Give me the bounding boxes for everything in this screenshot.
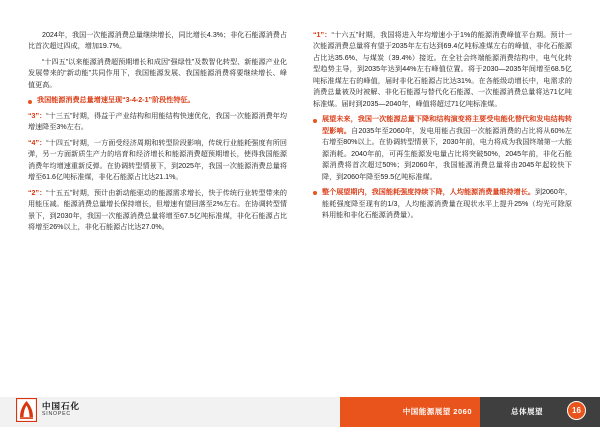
bullet-lead: 展望未来，我国一次能源总量下降和结构演变将主要受电能化替代和发电结构转型影响。 (322, 115, 572, 135)
paragraph-lead: “3”： (28, 111, 47, 120)
footer-report-title: 中国能源展望 2060 (402, 407, 472, 416)
page-footer (0, 379, 600, 427)
paragraph-lead: “2”： (28, 188, 47, 197)
bullet-item (313, 114, 572, 183)
paragraph (28, 111, 287, 134)
paragraph (28, 188, 287, 234)
logo-english-name: SINOPEC (42, 410, 71, 417)
paragraph: 2024年，我国一次能源消费总量继续增长，同比增长4.3%；非化石能源消费占比首次超过四成，增加19.7%。 (28, 31, 287, 51)
logo-chinese-name: 中国石化 (42, 401, 81, 412)
paragraph (313, 30, 572, 110)
bullet-text: 到2060年，能耗强度降至现有的1/3，人均能源消费量在现状水平上提升25%（均光可除原料用能和非化石能源消费量）。 (322, 188, 573, 220)
paragraph-text: “十六五”时期，我国将进入年均增速小于1%的能源消费峰值平台期。预计一次能源消费总量将有望于2035年左右达到69.4亿吨标准煤左右的峰值，非化石能源占比达35.6%、与煤炭（39.4%）接近。在全社会终端能源消费结构中，电气化转型趋势主导，到2035年达到44%左右峰值位置。将于2030—2035年间增至68.5亿吨标准煤左右的峰值，届时非化石能源占比达31%。在各能级动增长中，电需求的消费总量被及时被解、非化石能源与替代化石能源、一次能源消费总量将达71亿吨标准煤。届时到2035—2040年，峰值将超过71亿吨标准煤。 (313, 31, 572, 108)
paragraph-text: “十三五”时期，得益于产业结构和用能结构快速优化，我国一次能源消费年均增速降至3%左右。 (28, 111, 287, 132)
paragraph-text: “十五五”时期，预计由新动能驱动的能源需求增长，快于传统行业转型带来的用能压减。能源消费总量增长保持增长，但增速有望回落至2%左右。在协调转型情景下，到2030年，我国一次能源消费总量将增至67.5亿吨标准煤，非化石能源占比将增至26%以上，非化石能源占比达27.0%。 (28, 188, 287, 232)
two-column-body (28, 30, 572, 360)
paragraph-text: “十四五”时期，一方面受经济周期和转型阶段影响，传统行业能耗强度有所回弹，另一方面新质生产力的培育和经济增长和能源消费超预期增长，使得我国能源消费年均增速重新反弹。在协调转型情景下，到2025年，我国一次能源消费总量将增至61.6亿吨标准煤，非化石能源占比达21.1%。 (28, 138, 287, 182)
right-column (313, 30, 572, 360)
paragraph-lead: “1”： (313, 31, 332, 39)
footer-section-title: 总体展望 (511, 407, 543, 416)
sinopec-logo-text (42, 402, 80, 418)
bullet-lead: 我国能源消费总量增速呈现“3-4-2-1”阶段性特征。 (37, 96, 195, 105)
bullet-item (28, 95, 287, 106)
bullet-lead: 整个展望期内，我国能耗强度持续下降，人均能源消费量维持增长。 (322, 188, 535, 197)
sinopec-logo (16, 398, 80, 422)
left-column (28, 30, 287, 360)
page-number-badge: 16 (567, 401, 586, 420)
sinopec-logo-icon (16, 398, 37, 422)
paragraph-lead: “4”： (28, 138, 47, 147)
paragraph (28, 138, 287, 184)
bullet-item (313, 187, 572, 221)
paragraph: “十四五”以来能源消费超预期增长和成因“强绿性”及数智化转型、新能源产业化发展带来的“新动能”共同作用下，我国能源发展、我国能源消费将要继续增长、峰值更高。 (28, 57, 287, 89)
bullet-text: 自2035年至2060年，发电用能占我国一次能源消费的占比将从60%左右增至80%以上。在协调转型情景下，2030年前，电力将成为我国终端第一大能源消耗。2040年前，可再生能源发电量占比将突破50%，2045年前，非化石能源消费将首次超过50%；到2060年，我国能源消费总量将由2045年起较快下降，到2060年降至59.5亿吨标准煤。 (322, 126, 572, 181)
